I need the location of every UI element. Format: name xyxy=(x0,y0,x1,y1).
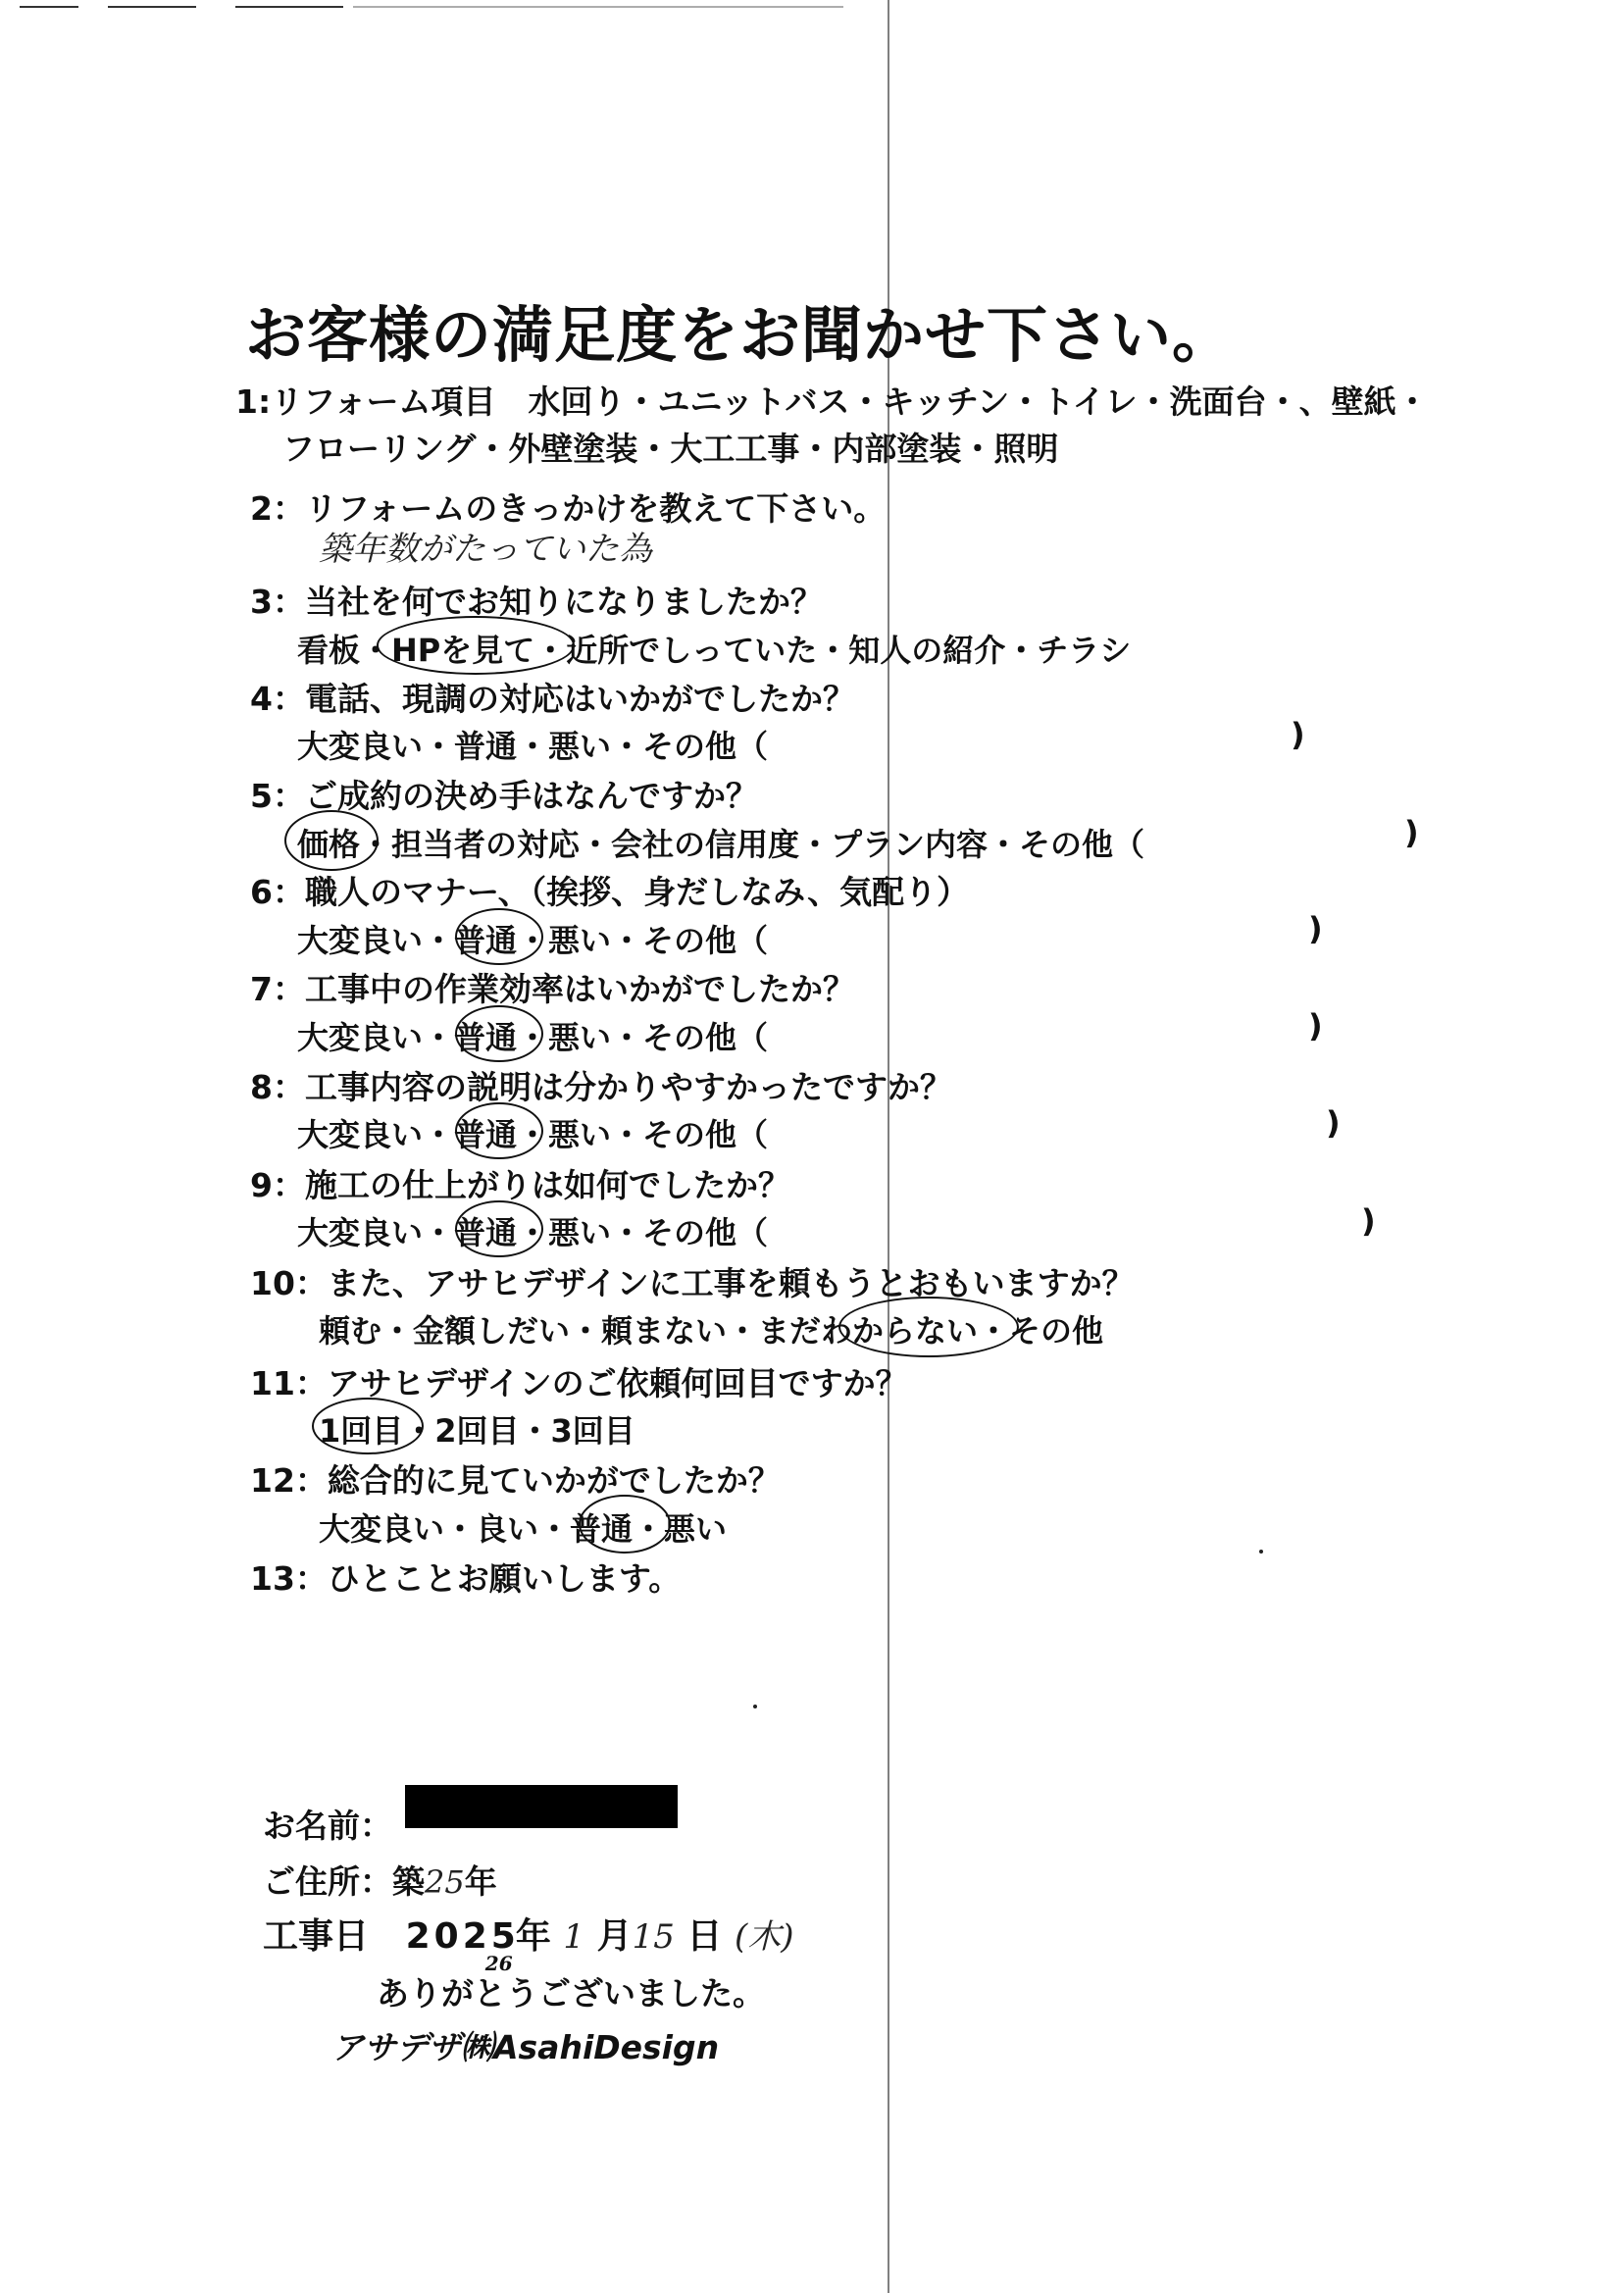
q9-close-paren: ) xyxy=(1361,1202,1376,1240)
q6-options: 大変良い・普通・悪い・その他（ xyxy=(297,922,769,959)
answer-circle xyxy=(284,810,379,871)
name-label: お名前： xyxy=(263,1807,392,1845)
scan-speck xyxy=(1259,1550,1263,1554)
q1-line2: フローリング・外壁塗装・大工工事・内部塗装・照明 xyxy=(282,430,1059,468)
answer-circle xyxy=(455,908,543,965)
answer-circle xyxy=(579,1495,671,1554)
q11-options: 1回目・2回目・3回目 xyxy=(319,1412,635,1450)
q6-question: 6：職人のマナー、（挨拶、身だしなみ、気配り） xyxy=(250,873,970,911)
q8-question: 8：工事内容の説明は分かりやすかったですか？ xyxy=(250,1068,952,1106)
q5-options: 価格・担当者の対応・会社の信用度・プラン内容・その他（ xyxy=(297,826,1145,863)
q4-options: 大変良い・普通・悪い・その他（ xyxy=(297,728,769,765)
survey-title: お客様の満足度をお聞かせ下さい。 xyxy=(245,299,1235,371)
address-label: ご住所： xyxy=(263,1862,392,1901)
q11-question: 11：アサヒデザインのご依頼何回目ですか？ xyxy=(250,1364,908,1402)
answer-circle xyxy=(455,1102,543,1159)
answer-circle xyxy=(455,1200,543,1257)
year-correction: 26 xyxy=(484,1952,513,1975)
answer-circle xyxy=(455,1005,543,1062)
q7-options: 大変良い・普通・悪い・その他（ xyxy=(297,1019,769,1056)
answer-circle xyxy=(838,1297,1019,1357)
q10-options: 頼む・金額しだい・頼まない・まだわからない・その他 xyxy=(319,1312,1104,1350)
q12-question: 12：総合的に見ていかがでしたか？ xyxy=(250,1461,781,1500)
q3-question: 3：当社を何でお知りになりましたか？ xyxy=(250,583,823,621)
q13-question: 13：ひとことお願いします。 xyxy=(250,1559,682,1598)
scan-edge-mark xyxy=(353,6,843,8)
scan-edge-mark xyxy=(235,6,343,8)
q12-options: 大変良い・良い・普通・悪い xyxy=(319,1510,728,1548)
company-name: アサデザ㈱AsahiDesign xyxy=(331,2028,720,2066)
q7-close-paren: ) xyxy=(1308,1007,1323,1045)
q4-close-paren: ) xyxy=(1291,716,1305,753)
q1-line1: 1:リフォーム項目 水回り・ユニットバス・キッチン・トイレ・洗面台・、壁紙・ xyxy=(235,382,1429,421)
q5-close-paren: ) xyxy=(1404,814,1419,851)
q4-question: 4：電話、現調の対応はいかがでしたか？ xyxy=(250,680,855,718)
answer-circle xyxy=(312,1398,424,1454)
redacted-name xyxy=(405,1785,678,1828)
answer-circle xyxy=(377,616,575,675)
q9-question: 9：施工の仕上がりは如何でしたか？ xyxy=(250,1166,790,1204)
scan-edge-mark xyxy=(108,6,196,8)
q2-question: 2：リフォームのきっかけを教えて下さい。 xyxy=(250,489,887,528)
q3-options: 看板・HPを見て・近所でしっていた・知人の紹介・チラシ xyxy=(297,632,1132,669)
construction-date: 工事日 2025 26 年 1 月15 日 (木) xyxy=(263,1916,794,1975)
address-value: 築25年 xyxy=(392,1862,497,1901)
q2-handwritten-answer: 築年数がたっていた為 xyxy=(319,530,652,569)
q10-question: 10：また、アサヒデザインに工事を頼もうとおもいますか？ xyxy=(250,1264,1135,1302)
q5-question: 5：ご成約の決め手はなんですか？ xyxy=(250,777,758,815)
q6-close-paren: ) xyxy=(1308,910,1323,947)
scan-speck xyxy=(753,1705,757,1708)
q9-options: 大変良い・普通・悪い・その他（ xyxy=(297,1214,769,1251)
q7-question: 7：工事中の作業効率はいかがでしたか？ xyxy=(250,970,855,1008)
scan-edge-mark xyxy=(20,6,78,8)
thanks-text: ありがとうございました。 xyxy=(377,1974,765,2013)
q8-close-paren: ) xyxy=(1326,1104,1341,1142)
q8-options: 大変良い・普通・悪い・その他（ xyxy=(297,1116,769,1153)
